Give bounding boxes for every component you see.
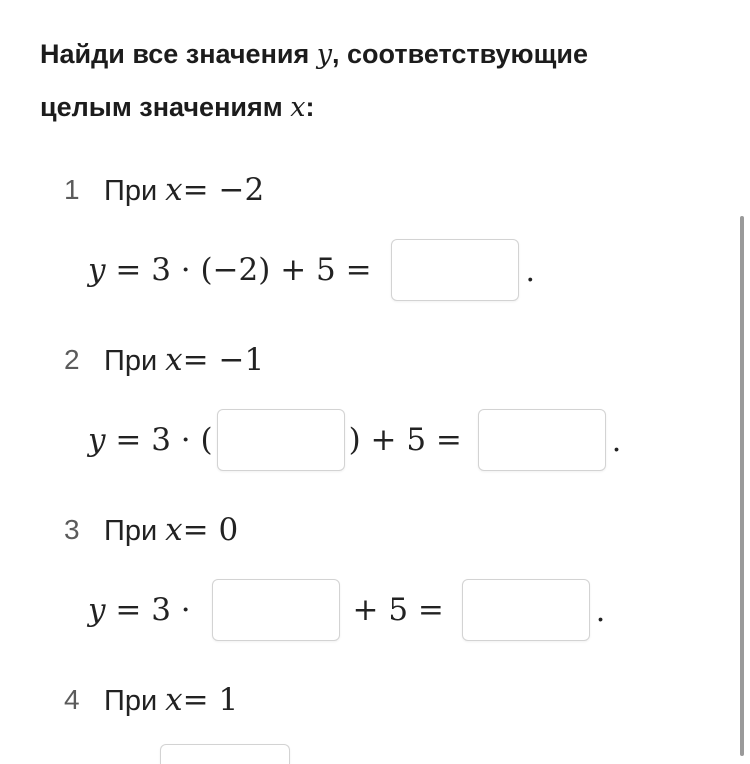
equation-period: . — [525, 254, 536, 289]
condition-var: x — [165, 682, 183, 718]
answer-input-x-2[interactable] — [217, 409, 345, 471]
equation-segment: = 3 · (−2) + 5 = — [105, 252, 382, 288]
equation-line-1 — [88, 237, 535, 303]
prompt-text-2: , соответствующие — [332, 39, 588, 69]
equation-lhs: y — [88, 592, 106, 628]
equation-line-2 — [88, 407, 621, 473]
equation-period: . — [595, 594, 606, 629]
answer-input-y-2[interactable] — [478, 409, 606, 471]
prompt-text-3: целым значениям — [40, 92, 291, 122]
task-prompt — [40, 28, 720, 134]
condition-relation: = −1 — [182, 342, 265, 378]
task-condition-4 — [104, 682, 238, 718]
condition-pri: При — [104, 175, 158, 207]
answer-input-partial-4[interactable] — [160, 744, 290, 764]
answer-input-y-3[interactable] — [462, 579, 590, 641]
condition-relation: = −2 — [182, 172, 265, 208]
equation-period: . — [611, 424, 622, 459]
condition-pri: При — [104, 685, 158, 717]
answer-input-x-3[interactable] — [212, 579, 340, 641]
prompt-var-y: y — [316, 39, 333, 70]
prompt-text-1: Найди все значения — [40, 39, 317, 69]
condition-var: x — [165, 172, 183, 208]
task-number-2: 2 — [64, 344, 80, 375]
condition-var: x — [165, 342, 183, 378]
answer-input-y-1[interactable] — [391, 239, 519, 301]
condition-var: x — [165, 512, 183, 548]
prompt-text-4: : — [305, 92, 315, 122]
condition-pri: При — [104, 345, 158, 377]
task-number-3: 3 — [64, 514, 80, 545]
equation-lhs: y — [88, 422, 106, 458]
condition-pri: При — [104, 515, 158, 547]
equation-line-3 — [88, 577, 605, 643]
equation-lhs: y — [88, 252, 106, 288]
task-number-4: 4 — [64, 684, 80, 715]
equation-segment: ) + 5 = — [348, 422, 472, 458]
task-condition-3 — [104, 512, 238, 548]
equation-segment: = 3 · — [105, 592, 201, 628]
condition-relation: = 0 — [182, 512, 239, 548]
condition-relation: = 1 — [182, 682, 239, 718]
task-number-1: 1 — [64, 174, 80, 205]
task-condition-2 — [104, 342, 264, 378]
scrollbar[interactable] — [740, 216, 744, 756]
equation-segment: + 5 = — [352, 592, 454, 628]
prompt-var-x: x — [290, 92, 306, 123]
task-condition-1 — [104, 172, 264, 208]
equation-segment: = 3 · ( — [105, 422, 213, 458]
